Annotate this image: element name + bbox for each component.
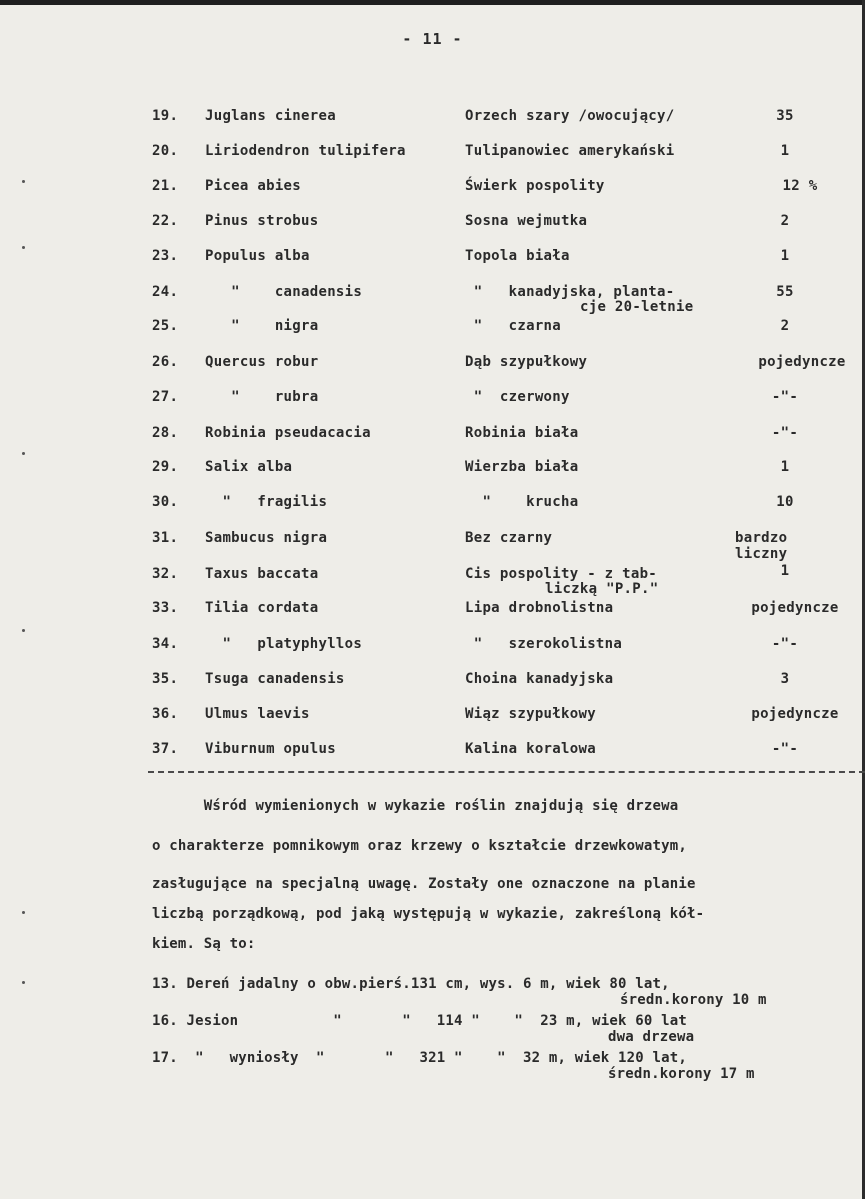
quantity: -"- <box>771 741 799 757</box>
polish-name: Kalina koralowa <box>465 741 596 757</box>
monument-entry: 13. Dereń jadalny o obw.pierś.131 cm, wys. 6 m, wiek 80 lat, <box>152 976 670 992</box>
quantity: 2 <box>780 318 790 334</box>
quantity: 55 <box>776 284 794 300</box>
paragraph-line: liczbą porządkową, pod jaką występują w wykazie, zakreśloną kół- <box>152 906 705 922</box>
margin-mark <box>22 452 25 455</box>
row-number: 19. <box>152 108 179 124</box>
quantity: -"- <box>771 636 799 652</box>
latin-name: Quercus robur <box>205 354 319 370</box>
quantity: -"- <box>771 425 799 441</box>
paragraph-line: o charakterze pomnikowym oraz krzewy o kształcie drzewkowatym, <box>152 838 687 854</box>
polish-name: " czarna <box>465 318 562 334</box>
paragraph-line: Wśród wymienionych w wykazie roślin znajdują się drzewa <box>152 798 679 814</box>
latin-name: Pinus strobus <box>205 213 319 229</box>
quantity-continuation: liczny <box>735 546 788 562</box>
latin-name: Viburnum opulus <box>205 741 336 757</box>
polish-name: Choina kanadyjska <box>465 671 614 687</box>
polish-name: Sosna wejmutka <box>465 213 588 229</box>
row-number: 25. <box>152 318 179 334</box>
row-number: 27. <box>152 389 179 405</box>
polish-name: Bez czarny <box>465 530 553 546</box>
latin-name: Tilia cordata <box>205 600 319 616</box>
quantity: 1 <box>780 459 790 475</box>
scan-top-border <box>0 0 865 5</box>
polish-name: Świerk pospolity <box>465 178 605 194</box>
row-number: 30. <box>152 494 179 510</box>
polish-name: Cis pospolity - z tab- <box>465 566 658 582</box>
quantity: 1 <box>780 248 790 264</box>
polish-name: Orzech szary /owocujący/ <box>465 108 675 124</box>
polish-name: " szerokolistna <box>465 636 623 652</box>
row-number: 23. <box>152 248 179 264</box>
row-number: 37. <box>152 741 179 757</box>
monument-entry-continuation: średn.korony 17 m <box>608 1066 755 1082</box>
quantity: 2 <box>780 213 790 229</box>
quantity: pojedyncze <box>758 354 846 370</box>
latin-name: Taxus baccata <box>205 566 319 582</box>
quantity: 3 <box>780 671 790 687</box>
quantity: 10 <box>776 494 794 510</box>
latin-name: " fragilis <box>205 494 328 510</box>
margin-mark <box>22 911 25 914</box>
row-number: 26. <box>152 354 179 370</box>
latin-name: Ulmus laevis <box>205 706 310 722</box>
page-number: - 11 - <box>402 30 463 48</box>
row-number: 28. <box>152 425 179 441</box>
polish-name: " kanadyjska, planta- <box>465 284 675 300</box>
polish-name: Wiąz szypułkowy <box>465 706 596 722</box>
margin-mark <box>22 629 25 632</box>
monument-entry: 17. " wyniosły " " 321 " " 32 m, wiek 120 lat, <box>152 1050 687 1066</box>
polish-name: " krucha <box>465 494 579 510</box>
monument-entry-continuation: średn.korony 10 m <box>620 992 767 1008</box>
latin-name: Picea abies <box>205 178 302 194</box>
polish-name: Tulipanowiec amerykański <box>465 143 675 159</box>
latin-name: " rubra <box>205 389 319 405</box>
row-number: 24. <box>152 284 179 300</box>
row-number: 31. <box>152 530 179 546</box>
polish-name: " czerwony <box>465 389 570 405</box>
latin-name: Salix alba <box>205 459 293 475</box>
polish-name-continuation: cje 20-letnie <box>580 299 694 315</box>
row-number: 20. <box>152 143 179 159</box>
latin-name: " canadensis <box>205 284 363 300</box>
quantity: 1 <box>780 563 790 579</box>
margin-mark <box>22 180 25 183</box>
quantity: bardzo <box>735 530 788 546</box>
row-number: 21. <box>152 178 179 194</box>
polish-name: Dąb szypułkowy <box>465 354 588 370</box>
paragraph-line: kiem. Są to: <box>152 936 256 952</box>
row-number: 29. <box>152 459 179 475</box>
latin-name: Robinia pseudacacia <box>205 425 371 441</box>
dashed-separator <box>148 771 865 773</box>
monument-entry-continuation: dwa drzewa <box>608 1029 695 1045</box>
latin-name: " nigra <box>205 318 319 334</box>
latin-name: " platyphyllos <box>205 636 363 652</box>
row-number: 36. <box>152 706 179 722</box>
margin-mark <box>22 246 25 249</box>
latin-name: Juglans cinerea <box>205 108 336 124</box>
latin-name: Sambucus nigra <box>205 530 328 546</box>
quantity: 35 <box>776 108 794 124</box>
polish-name: Robinia biała <box>465 425 579 441</box>
quantity: pojedyncze <box>751 600 839 616</box>
polish-name: Lipa drobnolistna <box>465 600 614 616</box>
paragraph-line: zasługujące na specjalną uwagę. Zostały one oznaczone na planie <box>152 876 696 892</box>
quantity: pojedyncze <box>751 706 839 722</box>
margin-mark <box>22 981 25 984</box>
latin-name: Tsuga canadensis <box>205 671 345 687</box>
polish-name: Topola biała <box>465 248 570 264</box>
row-number: 34. <box>152 636 179 652</box>
quantity: 1 <box>780 143 790 159</box>
latin-name: Populus alba <box>205 248 310 264</box>
monument-entry: 16. Jesion " " 114 " " 23 m, wiek 60 lat <box>152 1013 687 1029</box>
polish-name-continuation: liczką "P.P." <box>545 581 659 597</box>
latin-name: Liriodendron tulipifera <box>205 143 406 159</box>
row-number: 32. <box>152 566 179 582</box>
row-number: 35. <box>152 671 179 687</box>
row-number: 22. <box>152 213 179 229</box>
row-number: 33. <box>152 600 179 616</box>
quantity: -"- <box>771 389 799 405</box>
polish-name: Wierzba biała <box>465 459 579 475</box>
quantity: 12 % <box>782 178 818 194</box>
